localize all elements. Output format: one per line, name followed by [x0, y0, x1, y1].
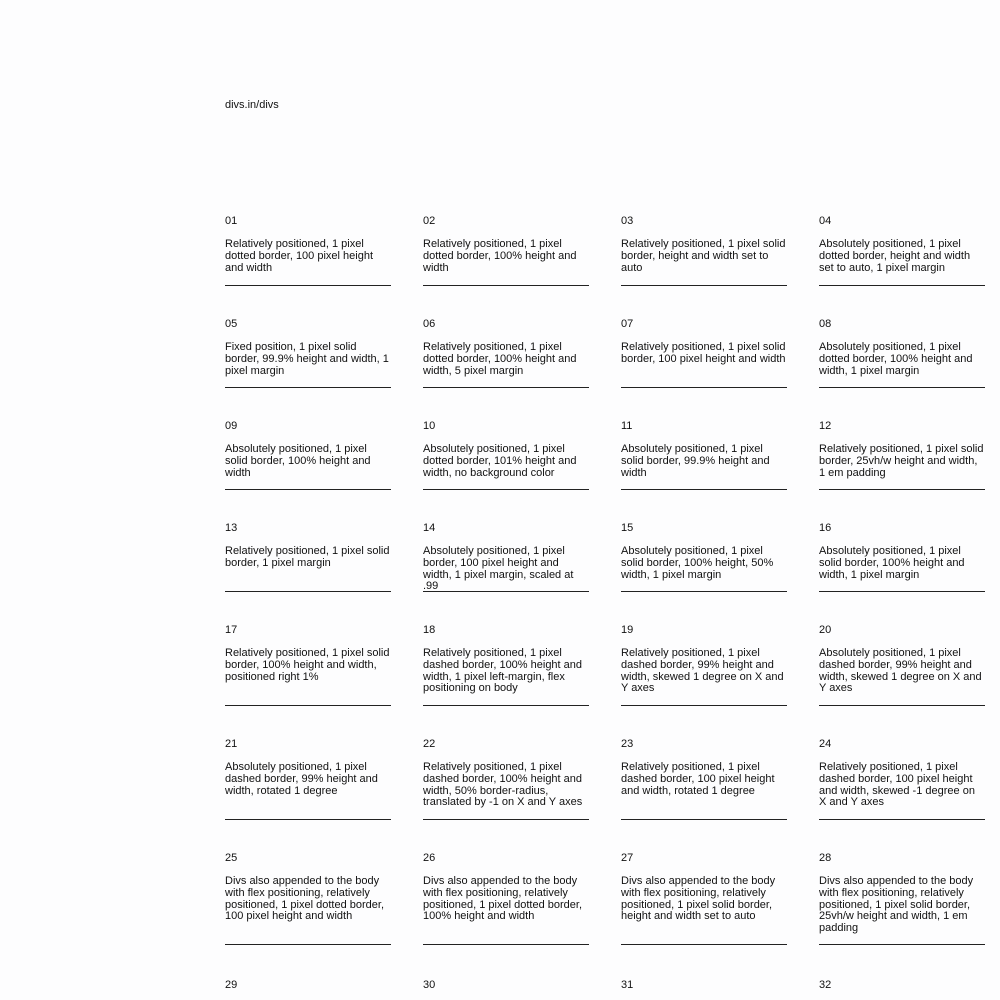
card-31[interactable]	[621, 945, 787, 1000]
card-number: 12	[819, 420, 832, 432]
card-description: Absolutely positioned, 1 pixel solid border, 100% height, 50% width, 1 pixel margin	[621, 545, 774, 581]
card-description: Relatively positioned, 1 pixel dotted border, 100% height and width	[423, 238, 577, 274]
card-11[interactable]	[621, 388, 787, 490]
card-number: 06	[423, 318, 436, 330]
card-18[interactable]	[423, 592, 589, 706]
card-number: 05	[225, 318, 238, 330]
card-number: 17	[225, 624, 238, 636]
card-number: 10	[423, 420, 436, 432]
card-number: 20	[819, 624, 832, 636]
divs-grid	[225, 214, 985, 1000]
card-16[interactable]	[819, 490, 985, 592]
card-description: Absolutely positioned, 1 pixel dotted border, 101% height and width, no background color	[423, 443, 577, 479]
card-number: 25	[225, 852, 238, 864]
card-02[interactable]	[423, 214, 589, 286]
card-description: Relatively positioned, 1 pixel solid border, height and width set to auto	[621, 238, 786, 274]
card-description: Absolutely positioned, 1 pixel solid border, 99.9% height and width	[621, 443, 770, 479]
card-description: Absolutely positioned, 1 pixel dotted border, 100% height and width, 1 pixel margin	[819, 341, 973, 377]
card-description: Relatively positioned, 1 pixel solid border, 100% height and width, positioned right 1%	[225, 647, 390, 683]
card-07[interactable]	[621, 286, 787, 388]
card-01[interactable]	[225, 214, 391, 286]
card-number: 22	[423, 738, 436, 750]
card-20[interactable]	[819, 592, 985, 706]
card-number: 31	[621, 979, 634, 991]
card-number: 02	[423, 215, 436, 227]
card-06[interactable]	[423, 286, 589, 388]
card-description: Absolutely positioned, 1 pixel dashed border, 99% height and width, skewed 1 degree on X and Y axes	[819, 647, 982, 695]
card-32[interactable]	[819, 945, 985, 1000]
card-description: Divs also appended to the body with flex positioning, relatively positioned, 1 pixel solid border, height and width set to auto	[621, 875, 776, 923]
card-description: Absolutely positioned, 1 pixel solid border, 100% height and width	[225, 443, 371, 479]
card-10[interactable]	[423, 388, 589, 490]
card-04[interactable]	[819, 214, 985, 286]
card-number: 13	[225, 522, 238, 534]
card-number: 29	[225, 979, 238, 991]
card-24[interactable]	[819, 706, 985, 820]
card-15[interactable]	[621, 490, 787, 592]
card-description: Absolutely positioned, 1 pixel border, 100 pixel height and width, 1 pixel margin, scaled at .99	[423, 545, 574, 593]
card-number: 18	[423, 624, 436, 636]
card-description: Relatively positioned, 1 pixel dashed border, 100 pixel height and width, skewed -1 degree on X and Y axes	[819, 761, 975, 809]
card-number: 04	[819, 215, 832, 227]
card-description: Relatively positioned, 1 pixel solid border, 25vh/w height and width, 1 em padding	[819, 443, 984, 479]
card-number: 19	[621, 624, 634, 636]
card-description: Absolutely positioned, 1 pixel dashed border, 99% height and width, rotated 1 degree	[225, 761, 378, 797]
card-12[interactable]	[819, 388, 985, 490]
card-09[interactable]	[225, 388, 391, 490]
card-description: Relatively positioned, 1 pixel dashed border, 99% height and width, skewed 1 degree on X and Y axes	[621, 647, 784, 695]
card-25[interactable]	[225, 820, 391, 945]
card-number: 21	[225, 738, 238, 750]
card-05[interactable]	[225, 286, 391, 388]
card-number: 27	[621, 852, 634, 864]
card-description: Absolutely positioned, 1 pixel dotted border, height and width set to auto, 1 pixel margin	[819, 238, 971, 274]
card-number: 16	[819, 522, 832, 534]
card-number: 23	[621, 738, 634, 750]
card-13[interactable]	[225, 490, 391, 592]
card-21[interactable]	[225, 706, 391, 820]
card-number: 15	[621, 522, 634, 534]
card-description: Relatively positioned, 1 pixel dashed border, 100% height and width, 1 pixel left-margin, flex positioning on body	[423, 647, 583, 695]
card-description: Relatively positioned, 1 pixel solid border, 100 pixel height and width	[621, 341, 786, 365]
card-14[interactable]	[423, 490, 589, 592]
card-22[interactable]	[423, 706, 589, 820]
card-number: 24	[819, 738, 832, 750]
card-number: 14	[423, 522, 436, 534]
card-17[interactable]	[225, 592, 391, 706]
card-description: Fixed position, 1 pixel solid border, 99.9% height and width, 1 pixel margin	[225, 341, 389, 377]
card-number: 28	[819, 852, 832, 864]
card-number: 09	[225, 420, 238, 432]
card-number: 32	[819, 979, 832, 991]
card-03[interactable]	[621, 214, 787, 286]
card-description: Absolutely positioned, 1 pixel solid border, 100% height and width, 1 pixel margin	[819, 545, 965, 581]
card-description: Divs also appended to the body with flex positioning, relatively positioned, 1 pixel solid border, 25vh/w height and width, 1 em padding	[819, 875, 974, 935]
card-description: Relatively positioned, 1 pixel dotted border, 100 pixel height and width	[225, 238, 374, 274]
card-number: 30	[423, 979, 436, 991]
card-description: Divs also appended to the body with flex positioning, relatively positioned, 1 pixel dotted border, 100% height and width	[423, 875, 583, 923]
card-19[interactable]	[621, 592, 787, 706]
card-number: 07	[621, 318, 634, 330]
card-30[interactable]	[423, 945, 589, 1000]
card-description: Relatively positioned, 1 pixel solid border, 1 pixel margin	[225, 545, 390, 569]
card-08[interactable]	[819, 286, 985, 388]
card-description: Relatively positioned, 1 pixel dashed border, 100% height and width, 50% border-radius, translated by -1 on X and Y axes	[423, 761, 583, 809]
card-23[interactable]	[621, 706, 787, 820]
card-26[interactable]	[423, 820, 589, 945]
card-number: 08	[819, 318, 832, 330]
card-description: Divs also appended to the body with flex positioning, relatively positioned, 1 pixel dotted border, 100 pixel height and width	[225, 875, 385, 923]
card-description: Relatively positioned, 1 pixel dashed border, 100 pixel height and width, rotated 1 degree	[621, 761, 775, 797]
card-number: 11	[621, 420, 633, 432]
card-description: Relatively positioned, 1 pixel dotted border, 100% height and width, 5 pixel margin	[423, 341, 577, 377]
card-number: 26	[423, 852, 436, 864]
card-number: 03	[621, 215, 634, 227]
card-28[interactable]	[819, 820, 985, 945]
site-title-link[interactable]: divs.in/divs	[225, 99, 279, 111]
card-27[interactable]	[621, 820, 787, 945]
card-29[interactable]	[225, 945, 391, 1000]
card-number: 01	[225, 215, 238, 227]
